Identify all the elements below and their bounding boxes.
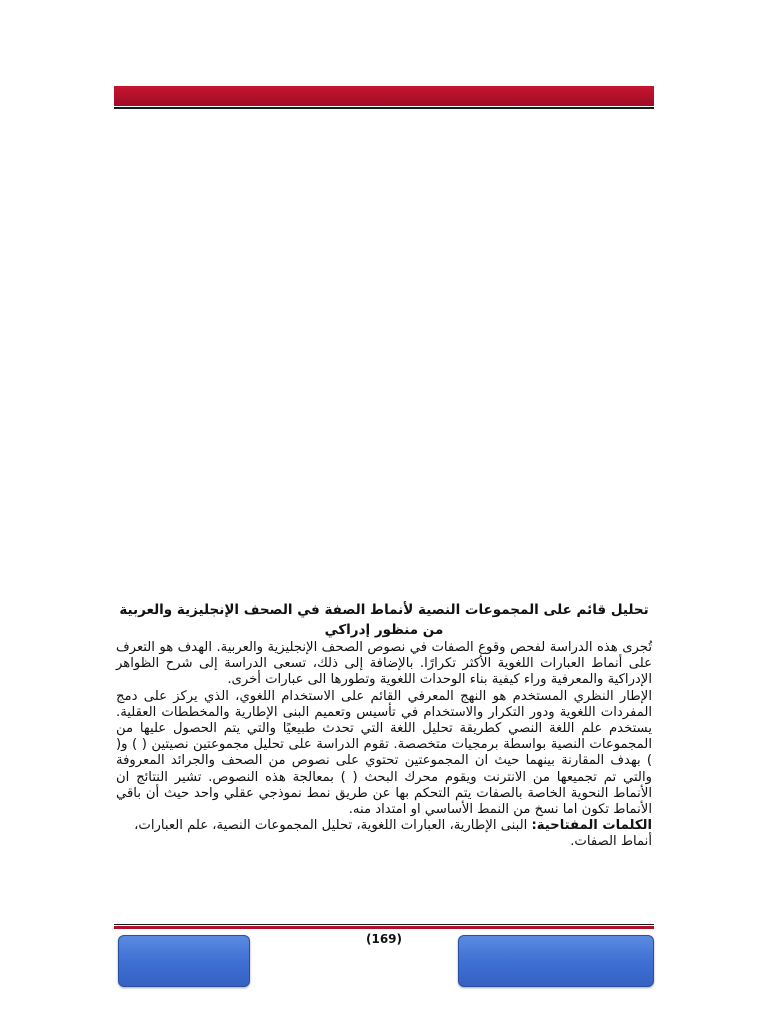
page-number: (169) (365, 932, 403, 946)
abstract-paragraph: تُجرى هذه الدراسة لفحص وقوع الصفات في نصوص الصحف الإنجليزية والعربية. الهدف هو التعرف على أنماط العبارات اللغوية الأكثر تكرارًا. بالإضافة إلى ذلك، تسعى الدراسة إلى شرح الظواهر الإدراكية والمعرفية وراء كيفية بناء الوحدات اللغوية وتطورها الى عبارات أخرى. (116, 640, 652, 688)
article-content (116, 600, 652, 851)
footer-divider (114, 924, 654, 925)
keywords-label: الكلمات المفتاحية: (531, 818, 652, 834)
keywords (116, 818, 652, 850)
article-title: تحليل قائم على المجموعات النصية لأنماط الصفة في الصحف الإنجليزية والعربية من منظور إدراكي (119, 602, 649, 638)
footer-left-box (118, 935, 250, 987)
footer-band (114, 926, 654, 929)
header-divider (114, 107, 654, 109)
abstract-paragraph: الإطار النظري المستخدم هو النهج المعرفي القائم على الاستخدام اللغوي، الذي يركز على دمج المفردات اللغوية ودور التكرار والاستخدام في تأسيس وتعميم البنى الإطارية والمخططات العقلية. يستخدم علم اللغة النصي كطريقة تحليل اللغة التي تحدث طبيعيًا والتي يتم الحصول عليها من المجموعات النصية بواسطة برمجيات متخصصة. تقوم الدراسة على تحليل مجموعتين نصيتين ( ) و( ) بهدف المقارنة بينهما حيث ان المجموعتين تحتوي على نصوص من الصحف والجرائد المعروفة والتي تم تجميعها من الانترنت ويقوم محرك البحث ( ) بمعالجة هذه النصوص. تشير النتائج ان الأنماط النحوية الخاصة بالصفات يتم التحكم بها عن طريق نمط نموذجي عقلي واحد حيث أن باقي الأنماط تكون اما نسخ من النمط الأساسي او امتداد منه. (116, 688, 652, 818)
keywords-text: البنى الإطارية، العبارات اللغوية، تحليل المجموعات النصية، علم العبارات، أنماط الصفات. (134, 818, 652, 850)
article-abstract (116, 640, 652, 818)
header-band (114, 86, 654, 106)
footer-right-box (458, 935, 654, 987)
